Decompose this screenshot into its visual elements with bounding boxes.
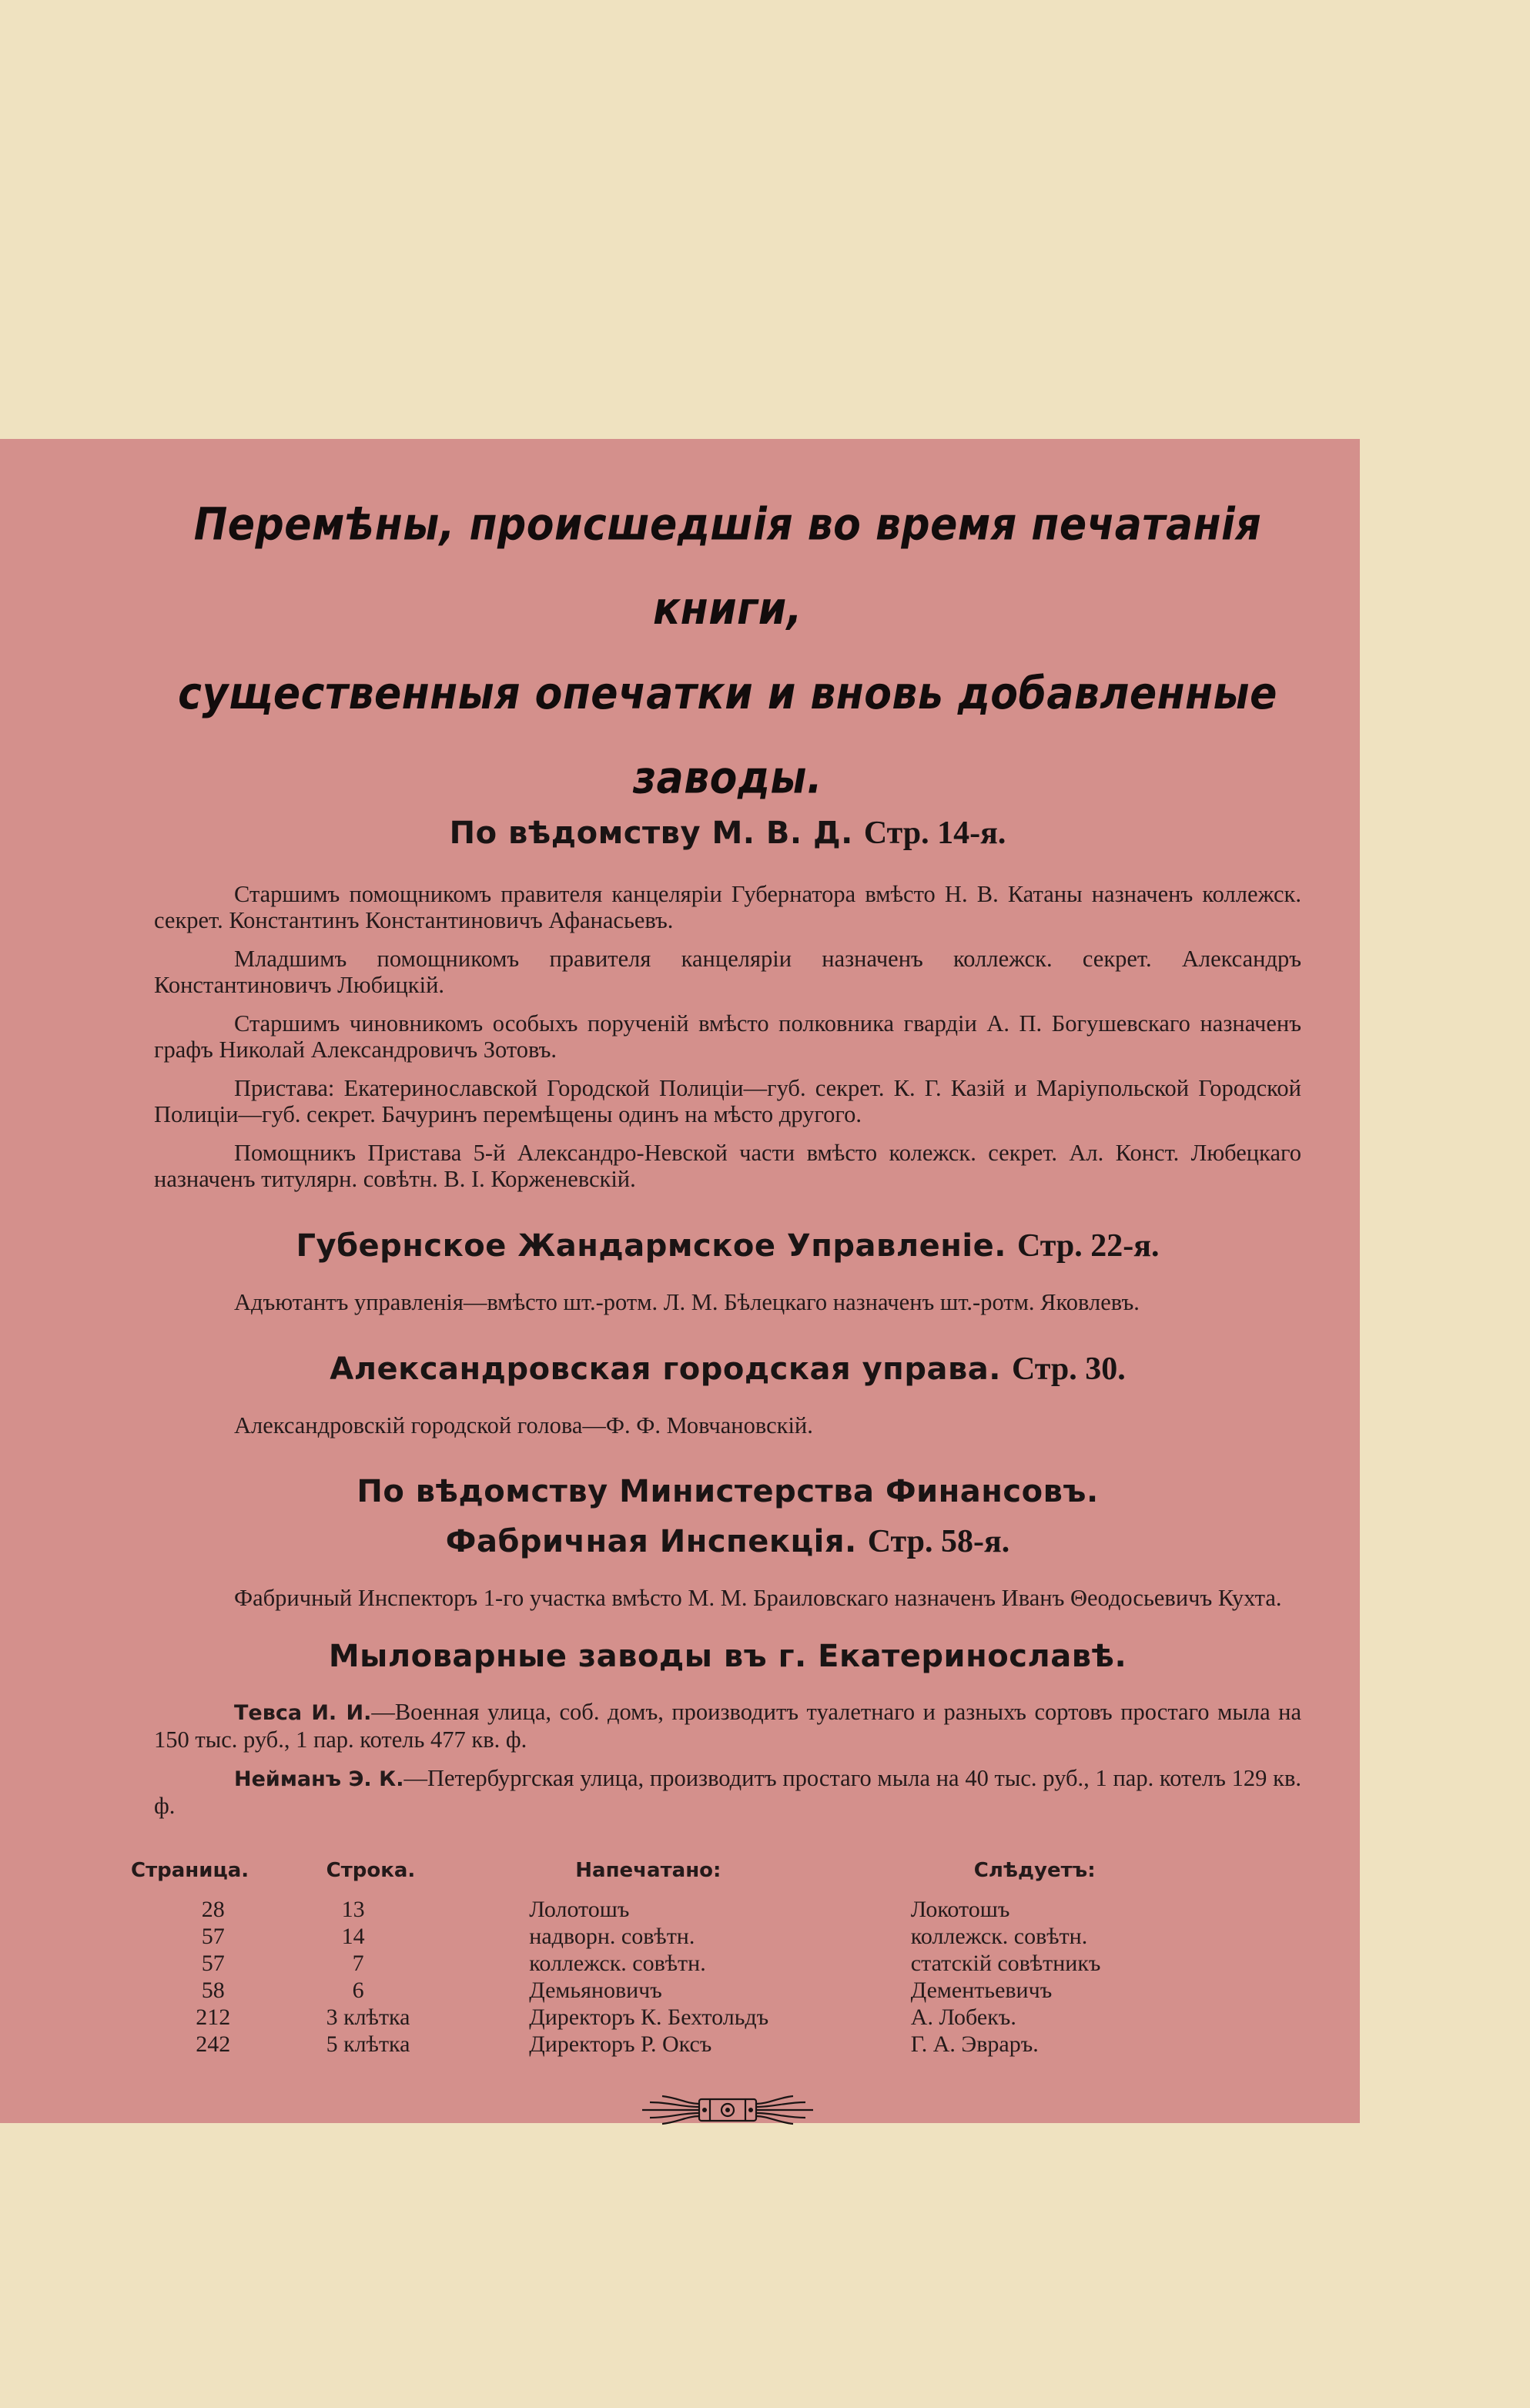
cell-line: 14	[341, 1924, 365, 1949]
cell-line: 5 клѣтка	[326, 2031, 410, 2057]
cell-printed: надворн. совѣтн.	[529, 1924, 695, 1949]
factory-entry	[154, 1699, 1301, 1753]
header-line: Строка.	[326, 1859, 416, 1882]
paragraph: Помощникъ Пристава 5-й Александро-Невской части вмѣсто колежск. секрет. Ал. Конст. Любецкаго назначенъ титулярн. совѣтн. В. І. Корженевскій.	[154, 1140, 1301, 1192]
factory-description: —Военная улица, соб. домъ, производитъ туалетнаго и разныхъ сортовъ простаго мыла на 150 тыс. руб., 1 пар. котель 477 кв. ф.	[154, 1699, 1301, 1753]
paragraph: Младшимъ помощникомъ правителя канцеляріи назначенъ коллежск. секрет. Александръ Константиновичъ Любицкій.	[154, 946, 1301, 998]
section-page-ref: Стр. 22-я.	[1016, 1228, 1160, 1264]
cell-should-be: Г. А. Эвраръ.	[910, 2031, 1039, 2057]
cell-printed: Лолотошъ	[529, 1897, 630, 1922]
cell-should-be: коллежск. совѣтн.	[910, 1924, 1088, 1949]
cell-page: 58	[201, 1978, 225, 2003]
paragraph: Пристава: Екатеринославской Городской Полиціи—губ. секрет. К. Г. Казій и Маріупольской Городской Полиціи—губ. секрет. Бачуринъ перемѣщены одинъ на мѣсто другого.	[154, 1075, 1301, 1127]
paragraph: Старшимъ помощникомъ правителя канцеляріи Губернатора вмѣсто Н. В. Катаны назначенъ коллежск. секрет. Константинъ Константиновичъ Афанасьевъ.	[154, 881, 1301, 933]
paragraph: Фабричный Инспекторъ 1-го участка вмѣсто М. М. Браиловскаго назначенъ Иванъ Θеодосьевичъ Кухта.	[234, 1585, 1282, 1611]
table-row	[131, 1923, 1301, 1950]
cell-line: 13	[341, 1897, 365, 1922]
factory-entry	[154, 1765, 1301, 1819]
paragraph: Старшимъ чиновникомъ особыхъ порученій вмѣсто полковника гвардіи А. П. Богушевскаго назначенъ графъ Николай Александровичъ Зотовъ.	[154, 1010, 1301, 1063]
section-heading-text: Александровская городская управа.	[330, 1351, 1001, 1387]
cell-printed: коллежск. совѣтн.	[529, 1951, 706, 1976]
paragraph: Александровскій городской голова—Ф. Ф. Мовчановскій.	[234, 1412, 813, 1438]
title-line-2: существенныя опечатки и вновь добавленные заводы.	[178, 668, 1277, 805]
errata-sheet	[0, 439, 1360, 2123]
section-heading-text: Фабричная Инспекція.	[445, 1524, 857, 1559]
cell-printed: Директоръ Р. Оксъ	[529, 2031, 712, 2057]
cell-should-be: статскій совѣтникъ	[910, 1951, 1101, 1976]
cell-should-be: Локотошъ	[910, 1897, 1010, 1922]
factory-name: Тевса И. И.	[234, 1701, 372, 1725]
header-page: Страница.	[131, 1859, 249, 1882]
table-row	[131, 1950, 1301, 1977]
section-heading-text: По вѣдомству Министерства Финансовъ.	[357, 1474, 1099, 1509]
cell-should-be: Дементьевичъ	[910, 1978, 1053, 2003]
paragraph: Адъютантъ управленія—вмѣсто шт.-ротм. Л. М. Бѣлецкаго назначенъ шт.-ротм. Яковлевъ.	[234, 1289, 1140, 1315]
table-row	[131, 1896, 1301, 1923]
section-heading-gendarmerie	[154, 1227, 1301, 1264]
errata-header-row	[131, 1859, 1301, 1896]
cell-printed: Директоръ К. Бехтольдъ	[529, 2004, 769, 2030]
cell-page: 242	[196, 2031, 231, 2057]
cell-line: 6	[352, 1978, 364, 2003]
table-row	[131, 1977, 1301, 2004]
decorative-flourish-icon	[639, 2088, 816, 2132]
table-row	[131, 2004, 1301, 2031]
table-row	[131, 2031, 1301, 2058]
errata-content	[131, 498, 1301, 2132]
section-heading-aleksandrovsk	[154, 1351, 1301, 1388]
section-heading-text: Мыловарные заводы въ г. Екатеринославѣ.	[328, 1639, 1127, 1674]
section-heading-finance	[154, 1474, 1301, 1509]
section-heading-soap-factories	[154, 1639, 1301, 1674]
section-heading-text: Губернское Жандармское Управленіе.	[296, 1228, 1006, 1264]
section-page-ref: Стр. 58-я.	[867, 1524, 1010, 1559]
cell-page: 57	[201, 1924, 225, 1949]
cell-page: 28	[201, 1897, 225, 1922]
page-title	[154, 482, 1301, 820]
cell-line: 3 клѣтка	[326, 2004, 410, 2030]
cell-printed: Демьяновичъ	[529, 1978, 662, 2003]
cell-page: 57	[201, 1951, 225, 1976]
cell-should-be: А. Лобекъ.	[910, 2004, 1016, 2030]
section-heading-text: По вѣдомству М. В. Д.	[449, 816, 853, 851]
factory-description: —Петербургская улица, производитъ простаго мыла на 40 тыс. руб., 1 пар. котелъ 129 кв. ф.	[154, 1765, 1301, 1819]
errata-table	[131, 1859, 1301, 2058]
cell-line: 7	[352, 1951, 364, 1976]
cell-page: 212	[196, 2004, 231, 2030]
section-page-ref: Стр. 14-я.	[863, 816, 1006, 851]
section-page-ref: Стр. 30.	[1011, 1351, 1126, 1387]
title-line-1: Перемѣны, происшедшія во время печатанія книги,	[193, 498, 1262, 635]
section-heading-factory-inspection	[154, 1523, 1301, 1560]
factory-name: Нейманъ Э. К.	[234, 1767, 404, 1791]
header-should-be: Слѣдуетъ:	[973, 1859, 1096, 1882]
header-printed: Напечатано:	[575, 1859, 721, 1882]
